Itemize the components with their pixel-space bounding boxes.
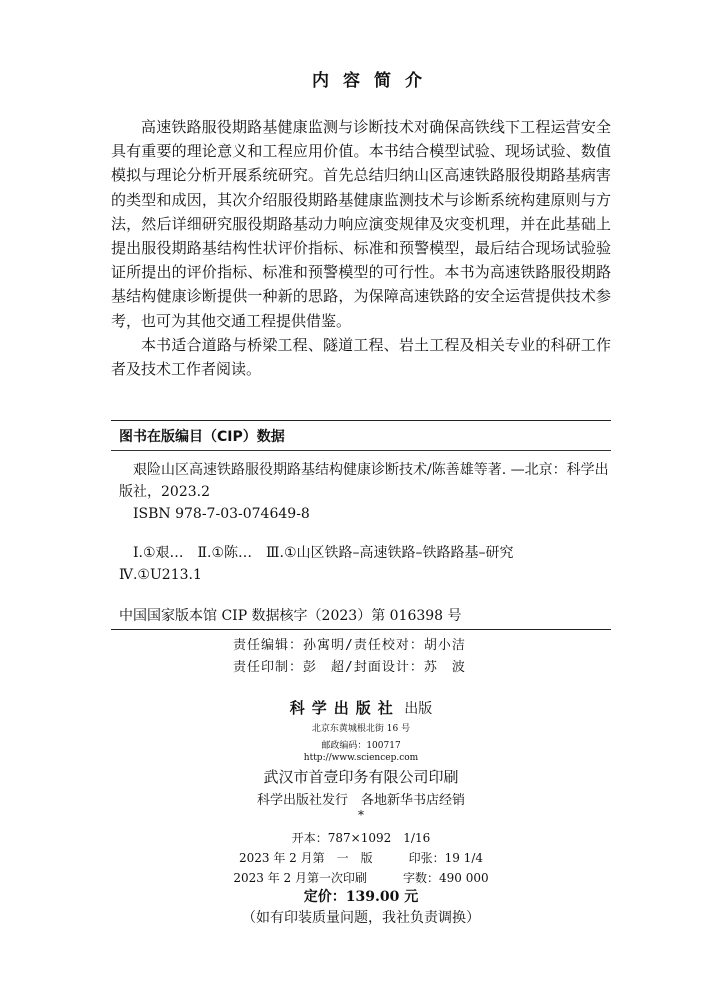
- publisher-suffix: 出版: [404, 701, 433, 717]
- cip-isbn: ISBN 978-7-03-074649-8: [133, 506, 310, 522]
- printer-name: 武汉市首壹印务有限公司印刷: [263, 768, 459, 786]
- cip-classification: [119, 542, 609, 586]
- page-title: 内容简介: [312, 71, 436, 91]
- cip-heading-rule: [111, 450, 611, 451]
- publisher-logo: 科学出版社: [289, 699, 400, 717]
- cip-top-rule: [111, 420, 611, 421]
- cip-bottom-rule: [111, 629, 611, 630]
- cip-record: [119, 459, 609, 525]
- introduction-section: [111, 115, 611, 381]
- quality-notice: （如有印装质量问题，我社负责调换）: [242, 910, 480, 926]
- intro-paragraph: 本书适合道路与桥梁工程、隧道工程、岩土工程及相关专业的科研工作者及技术工作者阅读。: [111, 335, 611, 379]
- format-info: 开本：787×1092 1/16: [291, 831, 431, 845]
- staff-credits-line: 责任印制：彭 超/封面设计：苏 波: [233, 660, 466, 675]
- edition-info: 2023 年 2 月第 一 版 印张：19 1/4: [238, 851, 483, 865]
- publisher-website: http://www.sciencep.com: [303, 753, 419, 763]
- separator-star: *: [358, 808, 364, 822]
- intro-paragraph: 高速铁路服役期路基健康监测与诊断技术对确保高铁线下工程运营安全具有重要的理论意义和工程应用价值。本书结合模型试验、现场试验、数值模拟与理论分析开展系统研究。首先总结归纳山区高速铁路服役期路基病害的类型和成因，其次介绍服役期路基健康监测技术与诊断系统构建原则与方法，然后详细研究服役期路基动力响应演变规律及灾变机理，并在此基础上提出服役期路基结构性状评价指标、标准和预警模型，最后结合现场试验验证所提出的评价指标、标准和预警模型的可行性。本书为高速铁路服役期路基结构健康诊断提供一种新的思路，为保障高速铁路的安全运营提供技术参考，也可为其他交通工程提供借鉴。: [111, 118, 611, 330]
- price: 定价：139.00 元: [303, 889, 419, 905]
- staff-credits-line: 责任编辑：孙寓明/责任校对：胡小洁: [233, 638, 466, 653]
- cip-classification-line: Ⅰ.①艰… Ⅱ.①陈… Ⅲ.①山区铁路–高速铁路–铁路路基–研究: [133, 545, 514, 561]
- cip-citation: 艰险山区高速铁路服役期路基结构健康诊断技术/陈善雄等著. —北京：科学出版社，2023.2: [119, 462, 609, 500]
- impression-info: 2023 年 2 月第一次印刷 字数：490 000: [233, 871, 489, 885]
- publisher-address: 北京东黄城根北街 16 号: [311, 724, 411, 734]
- distribution-info: 科学出版社发行 各地新华书店经销: [256, 793, 465, 808]
- cip-heading: 图书在版编目（CIP）数据: [119, 429, 285, 445]
- publisher-postcode: 邮政编码：100717: [321, 741, 401, 751]
- cip-classification-line: Ⅳ.①U213.1: [119, 567, 202, 583]
- publisher-line: [111, 697, 611, 718]
- cip-number: 中国国家版本馆 CIP 数据核字（2023）第 016398 号: [119, 608, 462, 624]
